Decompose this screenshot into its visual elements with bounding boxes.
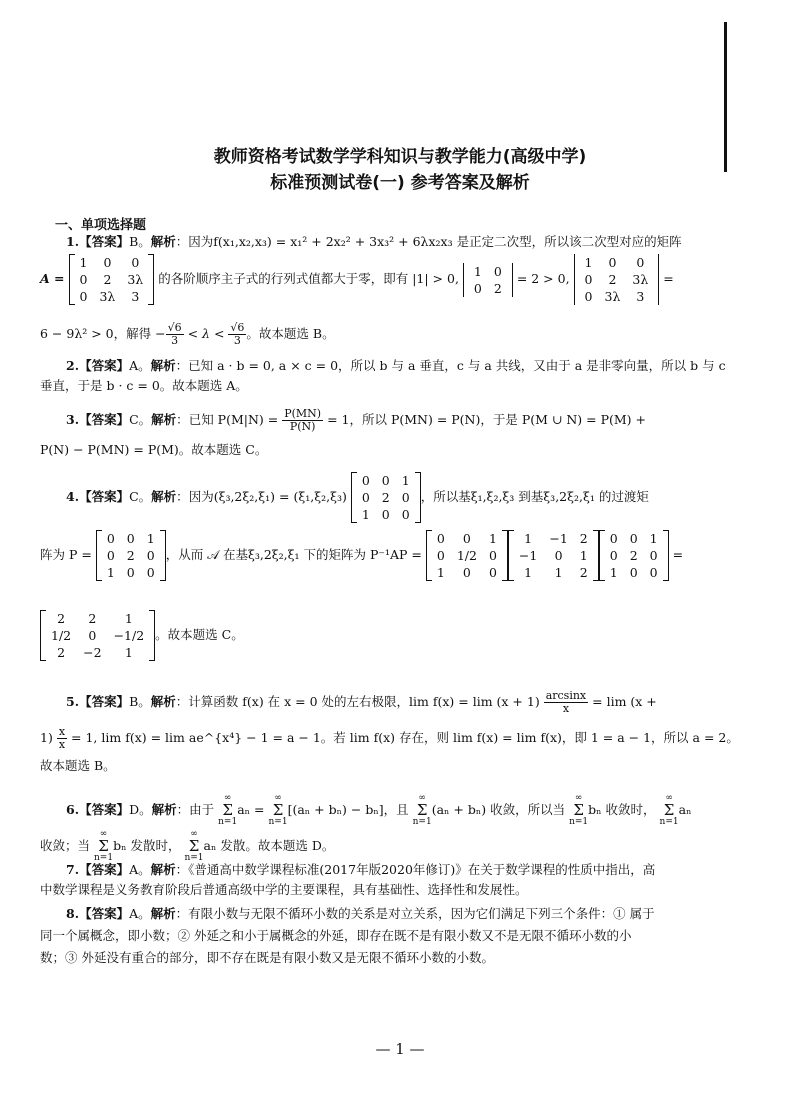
permutation-matrix: 0 0 1 0 2 0 1 0 0 (351, 472, 421, 523)
page-number: — 1 — (375, 1040, 425, 1058)
section-heading: 一、单项选择题 (55, 218, 147, 233)
answer-tag: 【答案】 (79, 234, 130, 249)
question-2-line-2: 垂直，于是 b · c = 0。故本题选 A。 (40, 378, 248, 393)
summation-sign: ∞ Σ n=1 (412, 793, 432, 827)
page-title: 教师资格考试数学学科知识与教学能力(高级中学) (213, 147, 587, 167)
minor-2x2: 1 0 0 2 (463, 263, 513, 297)
inverse-matrix-p: 0 0 1 0 1/2 0 1 0 0 (426, 530, 508, 581)
question-4-line-3: 2 2 1 1/2 0 −1/2 2 −2 1 。故本题选 C。 (40, 610, 244, 661)
question-text: 的各阶顺序主子式的行列式值都大于零，即有 |1| > 0, (158, 271, 459, 286)
question-3-line-1: 3.【答案】C。解析：已知 P(M|N) = $\frac{P(MN)}{P(N)}$ = 1，所以 P(MN) = P(N)，于是 P(M ∪ N) = P(M) + (66, 407, 646, 433)
question-1-line-2: A = 1 0 0 0 2 3λ 0 3λ 3 的各阶顺序主子式的行列式值都大于零，即有 |1| > 0, 1 0 0 2 = 2 > 0, 1 0 0 0 2 3λ 0 3λ 3 = (40, 255, 674, 304)
matrix-a-operator: 1 −1 2 −1 0 1 1 1 2 (508, 530, 599, 581)
question-5-line-2: 1) $\frac{x}{x}$ = 1, lim f(x) = lim ae^{x⁴} − 1 = a − 1。若 lim f(x) 存在，则 lim f(x) = lim f(x)，即 1 = a − 1，所以 a = 2。 (40, 725, 739, 751)
summation-sign: ∞ Σ n=1 (569, 793, 589, 827)
question-7-line-2: 中数学课程是义务教育阶段后普通高级中学的主要课程，具有基础性、选择性和发展性。 (40, 882, 528, 897)
question-4-line-1: 4.【答案】C。解析：因为(ξ₃,2ξ₂,ξ₁) = (ξ₁,ξ₂,ξ₃) 0 0 1 0 2 0 1 0 0 ，所以基ξ₁,ξ₂,ξ₃ 到基ξ₃,2ξ₂,ξ₁ 的过渡矩 (66, 473, 649, 522)
matrix-label: A = (40, 271, 65, 286)
bound-fraction: $\frac{√6}{3}$ (230, 321, 245, 347)
result-matrix: 2 2 1 1/2 0 −1/2 2 −2 1 (40, 610, 155, 661)
bound-fraction: $\frac{√6}{3}$ (167, 321, 182, 347)
question-1-line-1: 1.【答案】B。解析：因为f(x₁,x₂,x₃) = x₁² + 2x₂² + 3x₃² + 6λx₂x₃ 是正定二次型，所以该二次型对应的矩阵 (66, 234, 682, 249)
question-7-line-1: 7.【答案】A。解析：《普通高中数学课程标准(2017年版2020年修订)》在关于数学课程的性质中指出，高 (66, 862, 656, 877)
summation-sign: ∞ Σ n=1 (218, 793, 238, 827)
transition-matrix-p-right: 0 0 1 0 2 0 1 0 0 (599, 530, 669, 581)
question-5-line-1: 5.【答案】B。解析：计算函数 f(x) 在 x = 0 处的左右极限，lim f(x) = lim (x + 1) $\frac{\arcsin x}{x}$ = lim (x + (66, 689, 657, 715)
question-text: 因为f(x₁,x₂,x₃) = x₁² + 2x₂² + 3x₃² + 6λx₂x₃ 是正定二次型，所以该二次型对应的矩阵 (188, 234, 682, 249)
summation-sign: ∞ Σ n=1 (268, 793, 288, 827)
minor-3x3: 1 0 0 0 2 3λ 0 3λ 3 (574, 254, 660, 305)
summation-sign: ∞ Σ n=1 (94, 829, 114, 863)
limit-fraction: $\frac{x}{x}$ (58, 725, 66, 751)
question-number: 1. (66, 234, 80, 249)
question-8-line-3: 数；③ 外延没有重合的部分，即不存在既是有限小数又是无限不循环小数的小数。 (40, 950, 494, 965)
question-6-line-1: 6.【答案】D。解析：由于 ∞ Σ n=1aₙ = ∞ Σ n=1[(aₙ + bₙ) − bₙ]，且 ∞ Σ n=1(aₙ + bₙ) 收敛，所以当 ∞ Σ n=1bₙ 收敛时， ∞ Σ n=1aₙ (66, 793, 692, 827)
probability-fraction: $\frac{P(MN)}{P(N)}$ (284, 407, 322, 433)
question-3-line-2: P(N) − P(MN) = P(M)。故本题选 C。 (40, 442, 268, 457)
question-8-line-1: 8.【答案】A。解析：有限小数与无限不循环小数的关系是对立关系，因为它们满足下列三个条件：① 属于 (66, 906, 655, 921)
summation-sign: ∞ Σ n=1 (184, 829, 204, 863)
answer-value: B。 (129, 234, 151, 249)
transition-matrix-p: 0 0 1 0 2 0 1 0 0 (96, 530, 166, 581)
page-subtitle: 标准预测试卷(一) 参考答案及解析 (270, 173, 530, 193)
matrix-a: 1 0 0 0 2 3λ 0 3λ 3 (69, 254, 155, 305)
question-6-line-2: 收敛；当 ∞ Σ n=1bₙ 发散时， ∞ Σ n=1aₙ 发散。故本题选 D。 (40, 829, 335, 863)
question-1-line-3: 6 − 9λ² > 0，解得 − $\frac{√6}{3}$ < λ < $\frac{√6}{3}$ 。故本题选 B。 (40, 321, 335, 347)
question-4-line-2: 阵为 P = 0 0 1 0 2 0 1 0 0 ，从而 𝒜 在基ξ₃,2ξ₂,ξ₁ 下的矩阵为 P⁻¹AP = 0 0 1 0 1/2 0 1 0 0 1 −1 2 −1 0 1 1 1 2 0 0 1 0 2 0 1 0 0 = (40, 531, 684, 580)
question-text: = 2 > 0, (516, 271, 570, 286)
limit-fraction: $\frac{\arcsin x}{x}$ (545, 689, 587, 715)
question-5-line-3: 故本题选 B。 (40, 758, 116, 773)
question-8-line-2: 同一个属概念，即小数；② 外延之和小于属概念的外延，即存在既不是有限小数又不是无限不循环小数的小 (40, 928, 632, 943)
question-2-line-1: 2.【答案】A。解析：已知 a · b = 0, a × c = 0，所以 b 与 a 垂直，c 与 a 共线，又由于 a 是非零向量，所以 b 与 c (66, 358, 726, 373)
analysis-tag: 解析 (150, 234, 176, 249)
summation-sign: ∞ Σ n=1 (659, 793, 679, 827)
